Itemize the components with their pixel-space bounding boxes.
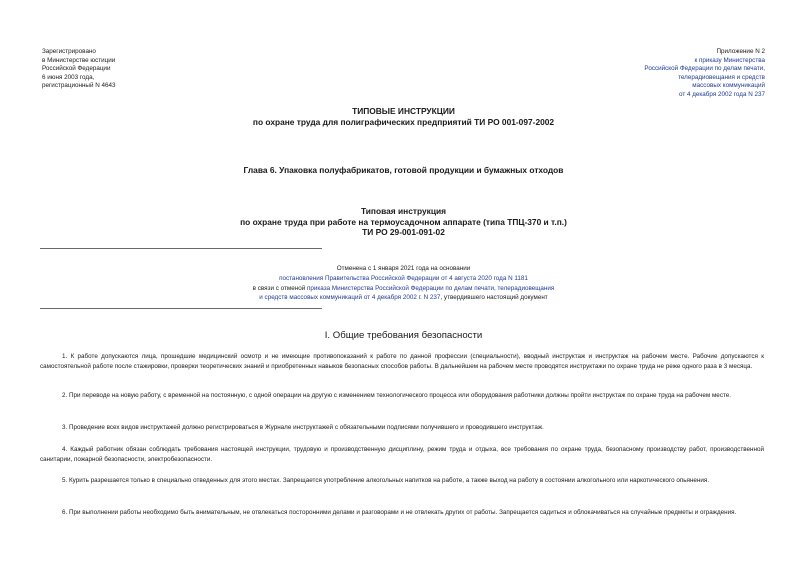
appendix-block bbox=[525, 48, 765, 100]
paragraph-2: 2. При переводе на новую работу, с временной на постоянную, с одной операции на другую с изменением технологического процесса или оборудования работники должны пройти инструктаж по охране труда на рабочем месте. bbox=[62, 392, 732, 399]
order-link-line[interactable]: массовых коммуникаций bbox=[692, 82, 765, 90]
divider-top bbox=[40, 248, 322, 249]
appendix-title: Приложение N 2 bbox=[716, 48, 765, 55]
document-title-line1: ТИПОВЫЕ ИНСТРУКЦИИ bbox=[352, 106, 455, 116]
cancellation-notice bbox=[0, 264, 807, 303]
registration-block bbox=[42, 48, 242, 91]
order-link-line[interactable]: к приказу Министерства bbox=[694, 56, 765, 64]
divider-bottom bbox=[40, 308, 322, 309]
registration-line: регистрационный N 4643 bbox=[42, 82, 116, 90]
instruction-title-line1: Типовая инструкция bbox=[360, 206, 447, 216]
order-cancel-link-cont[interactable]: и средств массовых коммуникаций от 4 декабря 2002 г. N 237 bbox=[259, 294, 441, 302]
paragraph-5: 5. Курить разрешается только в специально отведенных для этого местах. Запрещается употребление алкогольных напитков на работе, а также выход на работу в состоянии алкогольного или наркотического опьянения. bbox=[62, 477, 710, 484]
instruction-title bbox=[0, 206, 807, 238]
paragraph-3: 3. Проведение всех видов инструктажей должно регистрироваться в Журнале инструктажей с обязательными подписями получившего и проводившего инструктаж. bbox=[62, 424, 544, 431]
order-link-line[interactable]: телерадиовещания и средств bbox=[678, 73, 765, 81]
section-heading: I. Общие требования безопасности bbox=[324, 330, 483, 341]
registration-line: Зарегистрировано bbox=[42, 48, 96, 55]
cancellation-text: , утвердившего настоящий документ bbox=[440, 294, 548, 302]
registration-line: в Министерстве юстиции bbox=[42, 56, 116, 64]
instruction-title-line2: по охране труда при работе на термоусадочном аппарате (типа ТПЦ-370 и т.п.) bbox=[240, 216, 567, 227]
paragraph-6: 6. При выполнении работы необходимо быть внимательным, не отвлекаться посторонними делами и разговорами и не отвлекать других от работы. Запрещается садиться и облокачиваться на случайные предметы и ограждения. bbox=[62, 509, 737, 516]
registration-line: Российской Федерации bbox=[42, 65, 111, 73]
registration-line: 6 июня 2003 года, bbox=[42, 73, 95, 81]
document-title-line2: по охране труда для полиграфических предприятий ТИ РО 001-097-2002 bbox=[252, 116, 555, 127]
cancellation-line: Отменена с 1 января 2021 года на основании bbox=[336, 265, 471, 272]
order-link-line[interactable]: Российской Федерации по делам печати, bbox=[644, 65, 765, 73]
order-cancel-link[interactable]: приказа Министерства Российской Федерации по делам печати, телерадиовещания bbox=[306, 284, 555, 292]
resolution-link[interactable]: постановления Правительства Российской Федерации от 4 августа 2020 года N 1181 bbox=[279, 274, 528, 282]
paragraph-4: 4. Каждый работник обязан соблюдать требования настоящей инструкции, трудовую и производственную дисциплину, режим труда и отдыха, все требования по охране труда, безопасному производству работ, производственной санитарии, пожарной безопасности, электробезопасности. bbox=[40, 446, 764, 464]
cancellation-text: в связи с отменой bbox=[252, 284, 307, 292]
chapter-heading: Глава 6. Упаковка полуфабрикатов, готовой продукции и бумажных отходов bbox=[243, 165, 564, 175]
order-link[interactable] bbox=[525, 57, 765, 100]
order-link-line[interactable]: от 4 декабря 2002 года N 237 bbox=[678, 90, 765, 98]
paragraph-1: 1. К работе допускаются лица, прошедшие медицинский осмотр и не имеющие противопоказаний к работе по данной профессии (специальности), вводный инструктаж и инструктаж на рабочем месте. Рабочие допускаются к самостоятельной работе после стажировки, проверки теоретических знаний и приобретенных навыков безопасных способов работы. В дальнейшем на рабочем месте проводятся инструктажи по охране труда не реже одного раза в 3 месяца. bbox=[40, 353, 764, 371]
document-title bbox=[0, 106, 807, 127]
instruction-code: ТИ РО 29-001-091-02 bbox=[362, 227, 445, 238]
